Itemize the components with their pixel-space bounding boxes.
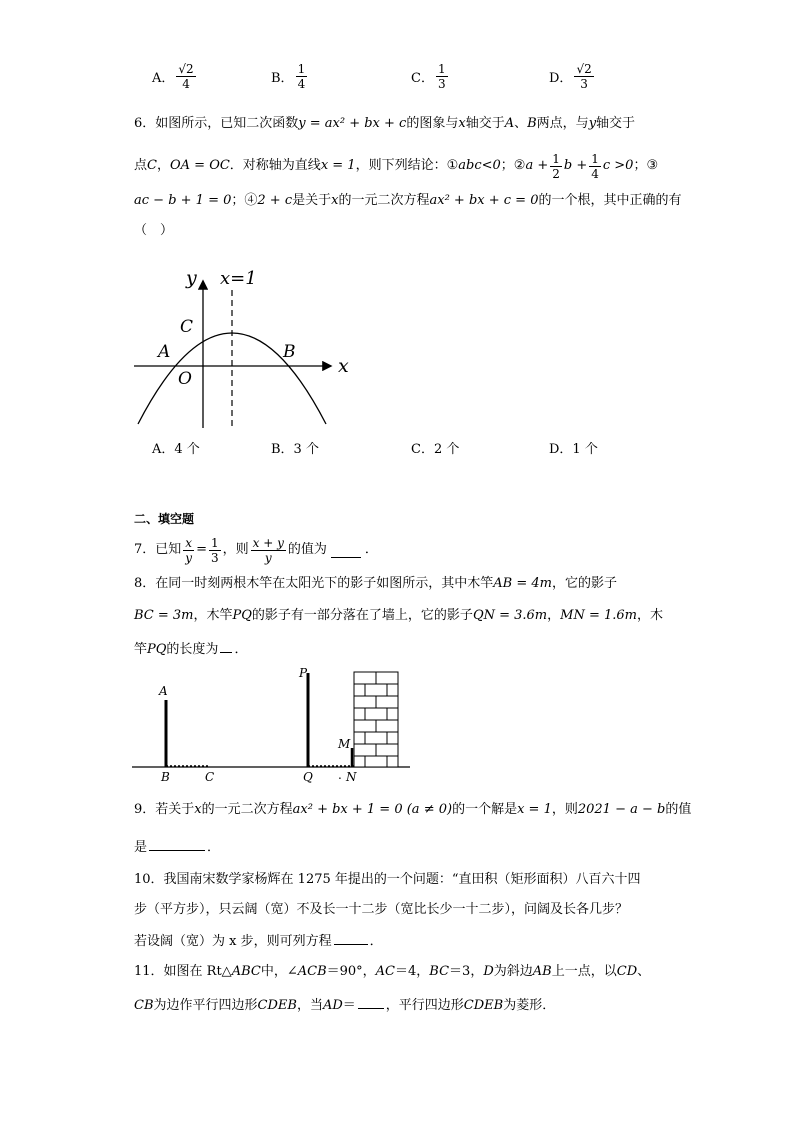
q5-option-c: C． $\frac{1}{3}$ (411, 62, 446, 91)
point-c-label: C (180, 317, 194, 337)
label-q: Q (303, 770, 313, 784)
q6-line2: 点 C ， OA = OC ．对称轴为直线 x = 1 ，则下列结论： ① abc<0 ； ② a + $\frac{1}{2}$ b + $\frac{1}{4}$ c >0 ； ③ (134, 151, 659, 181)
q5-option-b: B． $\frac{1}{4}$ (271, 62, 306, 91)
label-b: B (161, 770, 170, 784)
frac-num: 1 (437, 62, 446, 76)
q8-line3: 竿PQ的长度为 ． (134, 638, 247, 660)
answer-blank[interactable] (334, 930, 368, 945)
frac-den: 3 (437, 77, 446, 91)
frac-num: 1 (210, 535, 219, 550)
label-n: N (346, 770, 357, 784)
section-title: 二、填空题 (134, 512, 195, 526)
q7: 7．已知 $\frac{x}{y}$ = $\frac{1}{3}$ ，则 $\frac{x + y}{y}$ 的值为 ． (134, 535, 378, 565)
q10-line2: 步（平方步），只云阔（宽）不及长一十二步（宽比长少一十二步），问阔及长各几步？ (134, 902, 629, 917)
frac-num: x + y (252, 535, 284, 550)
q6-option-c: C．2 个 (411, 442, 460, 457)
q10-line3: 若设阔（宽）为 x 步，则可列方程 ． (134, 930, 383, 952)
point-a-label: A (158, 342, 171, 362)
frac-num: 1 (297, 62, 306, 76)
label-a: A (159, 684, 168, 698)
q5-option-d: D． $\frac{√2}{3}$ (549, 62, 592, 91)
q6-option-b: B．3 个 (271, 442, 319, 457)
q6-line3: ac − b + 1 = 0；④2 + c是关于x的一元二次方程ax² + bx + c = 0的一个根，其中正确的有 (134, 193, 682, 208)
frac-den: 4 (297, 77, 306, 91)
q9-line2: 是 ． (134, 836, 220, 858)
frac-num: 1 (591, 151, 599, 166)
answer-blank[interactable] (358, 994, 384, 1009)
shadow-figure (128, 660, 418, 785)
answer-blank[interactable] (149, 836, 205, 851)
frac-den: 2 (552, 166, 560, 181)
parabola-graph (128, 262, 358, 432)
q6-option-d: D．1 个 (549, 442, 598, 457)
label-dot: . (338, 768, 342, 782)
q9-line1: 9．若关于x的一元二次方程ax² + bx + 1 = 0 (a ≠ 0)的一个解是x = 1，则2021 − a − b的值 (134, 802, 692, 817)
frac-num: √2 (178, 62, 194, 76)
answer-blank[interactable] (220, 638, 232, 653)
frac-den: 3 (210, 550, 219, 565)
point-b-label: B (283, 342, 296, 362)
frac-num: 1 (552, 151, 560, 166)
q6-answer-paren: （ ） (134, 223, 174, 238)
y-axis-label: y (186, 267, 197, 289)
frac-den: 4 (591, 166, 599, 181)
q11-line1: 11．如图在 Rt△ABC中，∠ACB＝90°，AC＝4，BC＝3，D为斜边AB上一点，以CD、 (134, 964, 651, 979)
q6-option-a: A．4 个 (152, 442, 200, 457)
frac-den: y (185, 550, 193, 565)
frac-num: √2 (576, 62, 592, 76)
origin-label: O (178, 369, 192, 389)
answer-blank[interactable] (331, 543, 361, 558)
q8-line1: 8．在同一时刻两根木竿在太阳光下的影子如图所示，其中木竿AB = 4m，它的影子 (134, 576, 617, 591)
q5-option-a: A． $\frac{√2}{4}$ (152, 62, 194, 91)
q8-line2: BC = 3m，木竿PQ的影子有一部分落在了墙上，它的影子QN = 3.6m，MN = 1.6m，木 (134, 608, 664, 623)
brick-wall (354, 672, 398, 767)
label-m: M (338, 737, 351, 751)
x-axis-label: x (338, 355, 349, 377)
frac-den: 4 (182, 77, 190, 91)
q11-line2: CB为边作平行四边形CDEB，当AD＝ ，平行四边形CDEB为菱形． (134, 994, 555, 1016)
q5-options (0, 62, 794, 102)
q10-line1: 10．我国南宋数学家杨辉在 1275 年提出的一个问题：“直田积（矩形面积）八百六十四 (134, 872, 641, 887)
label-c: C (205, 770, 215, 784)
label-p: P (299, 666, 308, 680)
frac-den: y (264, 550, 272, 565)
symmetry-axis-label: x=1 (220, 268, 257, 289)
frac-num: x (185, 535, 193, 550)
frac-den: 3 (580, 77, 588, 91)
q6-line1: 6．如图所示，已知二次函数y = ax² + bx + c的图象与x轴交于A、B两点，与y轴交于 (134, 116, 636, 131)
